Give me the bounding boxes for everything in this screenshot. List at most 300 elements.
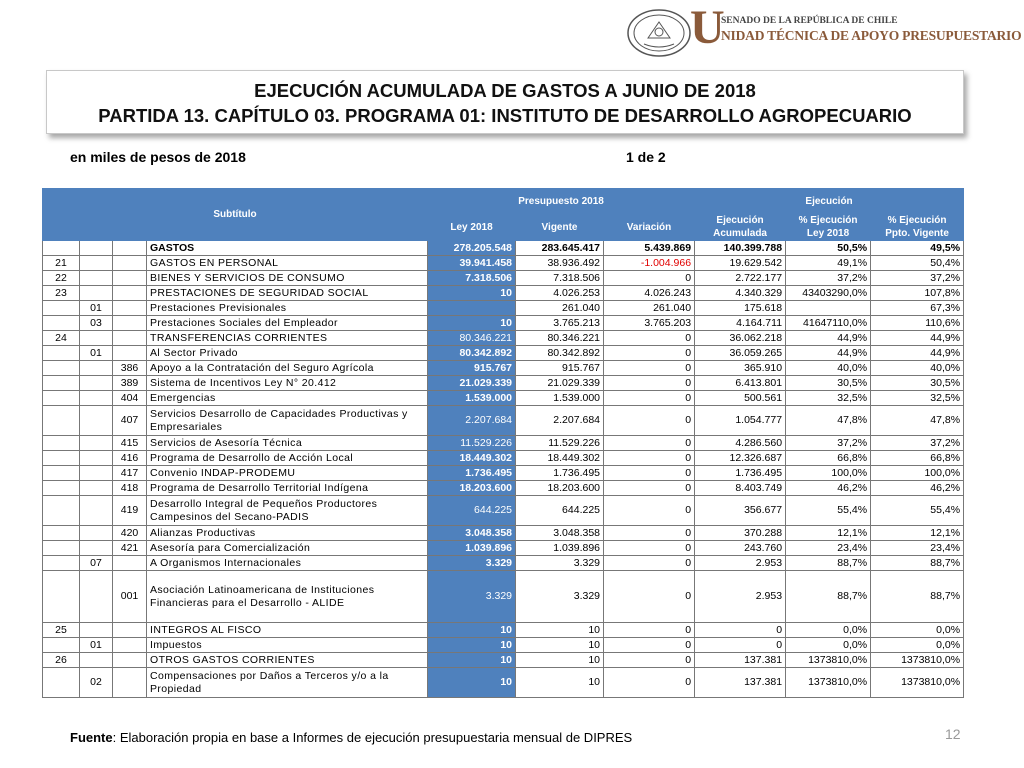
cell-subtitulo [43, 541, 80, 556]
source-label: Fuente [70, 730, 113, 745]
cell-ley: 1.539.000 [428, 391, 516, 406]
cell-ley: 10 [428, 316, 516, 331]
cell-pct-vigente: 100,0% [871, 466, 964, 481]
cell-item [80, 331, 113, 346]
cell-ley: 18.449.302 [428, 451, 516, 466]
cell-asignacion: 421 [113, 541, 147, 556]
cell-item: 01 [80, 301, 113, 316]
cell-pct-ley: 37,2% [786, 271, 871, 286]
cell-item [80, 451, 113, 466]
cell-name: Alianzas Productivas [147, 526, 428, 541]
table-row [43, 406, 964, 436]
cell-asignacion [113, 638, 147, 653]
cell-variacion: 0 [604, 361, 695, 376]
cell-item: 02 [80, 668, 113, 698]
cell-variacion: 261.040 [604, 301, 695, 316]
cell-asignacion [113, 653, 147, 668]
cell-variacion: 0 [604, 541, 695, 556]
cell-variacion: 0 [604, 571, 695, 623]
cell-pct-ley: 40,0% [786, 361, 871, 376]
cell-vigente: 3.329 [516, 571, 604, 623]
cell-asignacion [113, 556, 147, 571]
cell-ejecucion: 243.760 [695, 541, 786, 556]
cell-item: 01 [80, 638, 113, 653]
cell-pct-ley: 23,4% [786, 541, 871, 556]
cell-asignacion: 418 [113, 481, 147, 496]
cell-item [80, 241, 113, 256]
cell-ley: 915.767 [428, 361, 516, 376]
table-row [43, 436, 964, 451]
source-note [70, 730, 632, 745]
units-label: en miles de pesos de 2018 [70, 149, 246, 165]
table-row [43, 496, 964, 526]
cell-subtitulo [43, 496, 80, 526]
cell-ejecucion: 12.326.687 [695, 451, 786, 466]
cell-ejecucion: 2.953 [695, 556, 786, 571]
table-row [43, 466, 964, 481]
cell-vigente: 1.736.495 [516, 466, 604, 481]
cell-asignacion [113, 331, 147, 346]
cell-ejecucion: 365.910 [695, 361, 786, 376]
cell-variacion: 0 [604, 496, 695, 526]
cell-subtitulo: 22 [43, 271, 80, 286]
cell-variacion: 0 [604, 526, 695, 541]
table-row [43, 256, 964, 271]
table-row [43, 556, 964, 571]
cell-pct-ley: 46,2% [786, 481, 871, 496]
cell-subtitulo [43, 376, 80, 391]
logo-senate-name: SENADO DE LA REPÚBLICA DE CHILE [721, 16, 898, 26]
cell-subtitulo [43, 638, 80, 653]
cell-ley: 39.941.458 [428, 256, 516, 271]
cell-vigente: 644.225 [516, 496, 604, 526]
cell-ley: 1.039.896 [428, 541, 516, 556]
cell-pct-ley: 32,5% [786, 391, 871, 406]
header-pct-ley [786, 214, 871, 241]
cell-name: Impuestos [147, 638, 428, 653]
cell-pct-vigente: 44,9% [871, 331, 964, 346]
cell-name: Programa de Desarrollo Territorial Indígena [147, 481, 428, 496]
cell-subtitulo [43, 466, 80, 481]
cell-vigente: 21.029.339 [516, 376, 604, 391]
cell-vigente: 3.048.358 [516, 526, 604, 541]
cell-asignacion [113, 346, 147, 361]
page-number: 12 [945, 726, 961, 742]
source-text: : Elaboración propia en base a Informes de ejecución presupuestaria mensual de DIPRES [112, 730, 633, 745]
cell-ley: 1.736.495 [428, 466, 516, 481]
header-pct-ley-line2: Ley 2018 [806, 228, 850, 239]
cell-variacion: 5.439.869 [604, 241, 695, 256]
cell-subtitulo: 24 [43, 331, 80, 346]
table-row [43, 668, 964, 698]
cell-pct-vigente: 30,5% [871, 376, 964, 391]
cell-name: Prestaciones Previsionales [147, 301, 428, 316]
header-pct-vigente-line2: Ppto. Vigente [885, 228, 949, 239]
cell-ley: 10 [428, 638, 516, 653]
cell-asignacion: 419 [113, 496, 147, 526]
senate-logo [624, 1, 1022, 60]
cell-item [80, 286, 113, 301]
cell-ejecucion: 370.288 [695, 526, 786, 541]
cell-asignacion: 407 [113, 406, 147, 436]
table-row [43, 526, 964, 541]
cell-asignacion [113, 241, 147, 256]
table-row [43, 361, 964, 376]
cell-asignacion [113, 256, 147, 271]
cell-subtitulo [43, 241, 80, 256]
table-row [43, 331, 964, 346]
cell-vigente: 10 [516, 653, 604, 668]
header-subtitulo: Subtítulo [43, 189, 428, 241]
table-row [43, 316, 964, 331]
cell-subtitulo [43, 346, 80, 361]
header-presupuesto: Presupuesto 2018 [428, 189, 695, 214]
cell-ley: 7.318.506 [428, 271, 516, 286]
cell-vigente: 261.040 [516, 301, 604, 316]
cell-variacion: 0 [604, 331, 695, 346]
cell-vigente: 18.203.600 [516, 481, 604, 496]
cell-subtitulo [43, 451, 80, 466]
cell-ley: 644.225 [428, 496, 516, 526]
cell-pct-ley [786, 301, 871, 316]
cell-asignacion [113, 316, 147, 331]
cell-asignacion: 415 [113, 436, 147, 451]
cell-ejecucion: 137.381 [695, 668, 786, 698]
cell-pct-vigente: 88,7% [871, 571, 964, 623]
cell-pct-ley: 47,8% [786, 406, 871, 436]
cell-variacion: 0 [604, 436, 695, 451]
cell-subtitulo [43, 556, 80, 571]
cell-name: PRESTACIONES DE SEGURIDAD SOCIAL [147, 286, 428, 301]
cell-asignacion [113, 668, 147, 698]
cell-ejecucion: 137.381 [695, 653, 786, 668]
page-subtitle: PARTIDA 13. CAPÍTULO 03. PROGRAMA 01: INSTITUTO DE DESARROLLO AGROPECUARIO [98, 105, 912, 126]
logo-initial: U [690, 1, 725, 54]
table-row [43, 301, 964, 316]
header-ejecucion: Ejecución [695, 189, 964, 214]
cell-pct-vigente: 47,8% [871, 406, 964, 436]
cell-vigente: 915.767 [516, 361, 604, 376]
header-pct-vigente [871, 214, 964, 241]
cell-subtitulo: 25 [43, 623, 80, 638]
cell-item: 07 [80, 556, 113, 571]
cell-asignacion [113, 286, 147, 301]
header-ejecucion-acumulada [695, 214, 786, 241]
cell-name: TRANSFERENCIAS CORRIENTES [147, 331, 428, 346]
cell-name: Asesoría para Comercialización [147, 541, 428, 556]
logo-unit-name: NIDAD TÉCNICA DE APOYO PRESUPUESTARIO [721, 28, 1022, 43]
cell-pct-ley: 43403290,0% [786, 286, 871, 301]
cell-subtitulo [43, 526, 80, 541]
cell-ley: 10 [428, 653, 516, 668]
cell-pct-vigente: 0,0% [871, 623, 964, 638]
cell-ejecucion: 4.286.560 [695, 436, 786, 451]
cell-name: Servicios Desarrollo de Capacidades Productivas y Empresariales [147, 406, 428, 436]
cell-pct-vigente: 110,6% [871, 316, 964, 331]
cell-variacion: 0 [604, 346, 695, 361]
cell-variacion: 0 [604, 653, 695, 668]
cell-name: Servicios de Asesoría Técnica [147, 436, 428, 451]
budget-table [42, 188, 963, 698]
cell-asignacion [113, 301, 147, 316]
table-row [43, 391, 964, 406]
cell-pct-ley: 49,1% [786, 256, 871, 271]
cell-ejecucion: 140.399.788 [695, 241, 786, 256]
cell-ejecucion: 500.561 [695, 391, 786, 406]
cell-vigente: 38.936.492 [516, 256, 604, 271]
cell-ejecucion: 4.164.711 [695, 316, 786, 331]
cell-variacion: 0 [604, 376, 695, 391]
cell-item [80, 653, 113, 668]
cell-vigente: 11.529.226 [516, 436, 604, 451]
cell-pct-ley: 100,0% [786, 466, 871, 481]
cell-pct-vigente: 0,0% [871, 638, 964, 653]
cell-vigente: 283.645.417 [516, 241, 604, 256]
cell-variacion: 0 [604, 391, 695, 406]
cell-ley: 10 [428, 668, 516, 698]
cell-item [80, 526, 113, 541]
cell-ejecucion: 175.618 [695, 301, 786, 316]
cell-vigente: 4.026.253 [516, 286, 604, 301]
cell-asignacion [113, 271, 147, 286]
cell-pct-vigente: 49,5% [871, 241, 964, 256]
cell-variacion: 0 [604, 451, 695, 466]
cell-variacion: 4.026.243 [604, 286, 695, 301]
header-variacion: Variación [604, 214, 695, 241]
cell-ejecucion: 1.054.777 [695, 406, 786, 436]
cell-name: GASTOS EN PERSONAL [147, 256, 428, 271]
cell-pct-ley: 1373810,0% [786, 668, 871, 698]
cell-pct-ley: 44,9% [786, 346, 871, 361]
cell-pct-vigente: 1373810,0% [871, 653, 964, 668]
table-row [43, 271, 964, 286]
cell-asignacion: 417 [113, 466, 147, 481]
cell-pct-ley: 55,4% [786, 496, 871, 526]
cell-vigente: 1.539.000 [516, 391, 604, 406]
table-row [43, 653, 964, 668]
cell-pct-vigente: 50,4% [871, 256, 964, 271]
header-pct-vigente-line1: % Ejecución [887, 215, 947, 226]
cell-pct-vigente: 107,8% [871, 286, 964, 301]
cell-pct-vigente: 1373810,0% [871, 668, 964, 698]
cell-item: 03 [80, 316, 113, 331]
cell-item: 01 [80, 346, 113, 361]
table-row [43, 541, 964, 556]
cell-name: Programa de Desarrollo de Acción Local [147, 451, 428, 466]
cell-subtitulo [43, 406, 80, 436]
cell-ejecucion: 0 [695, 638, 786, 653]
cell-pct-ley: 41647110,0% [786, 316, 871, 331]
cell-ejecucion: 36.062.218 [695, 331, 786, 346]
cell-vigente: 80.342.892 [516, 346, 604, 361]
cell-ley: 10 [428, 623, 516, 638]
cell-pct-vigente: 66,8% [871, 451, 964, 466]
table-row [43, 346, 964, 361]
cell-asignacion: 386 [113, 361, 147, 376]
cell-pct-ley: 0,0% [786, 638, 871, 653]
cell-ejecucion: 1.736.495 [695, 466, 786, 481]
cell-name: OTROS GASTOS CORRIENTES [147, 653, 428, 668]
cell-name: Convenio INDAP-PRODEMU [147, 466, 428, 481]
cell-asignacion: 001 [113, 571, 147, 623]
header-vigente: Vigente [516, 214, 604, 241]
cell-variacion: 0 [604, 481, 695, 496]
cell-ley: 278.205.548 [428, 241, 516, 256]
cell-pct-vigente: 46,2% [871, 481, 964, 496]
cell-item [80, 361, 113, 376]
cell-pct-ley: 37,2% [786, 436, 871, 451]
cell-asignacion: 389 [113, 376, 147, 391]
cell-variacion: 0 [604, 556, 695, 571]
cell-subtitulo [43, 391, 80, 406]
cell-item [80, 436, 113, 451]
cell-pct-vigente: 55,4% [871, 496, 964, 526]
cell-pct-ley: 0,0% [786, 623, 871, 638]
cell-ejecucion: 4.340.329 [695, 286, 786, 301]
cell-pct-ley: 50,5% [786, 241, 871, 256]
cell-ley: 18.203.600 [428, 481, 516, 496]
cell-vigente: 10 [516, 668, 604, 698]
cell-ley: 80.346.221 [428, 331, 516, 346]
cell-pct-ley: 88,7% [786, 556, 871, 571]
cell-subtitulo [43, 361, 80, 376]
cell-vigente: 18.449.302 [516, 451, 604, 466]
cell-ley: 3.329 [428, 556, 516, 571]
cell-vigente: 10 [516, 623, 604, 638]
cell-ley: 80.342.892 [428, 346, 516, 361]
header-ley: Ley 2018 [428, 214, 516, 241]
cell-name: Sistema de Incentivos Ley N° 20.412 [147, 376, 428, 391]
page-title: EJECUCIÓN ACUMULADA DE GASTOS A JUNIO DE 2018 [254, 80, 756, 101]
table-row [43, 638, 964, 653]
table-row [43, 571, 964, 623]
cell-name: A Organismos Internacionales [147, 556, 428, 571]
cell-pct-vigente: 44,9% [871, 346, 964, 361]
cell-item [80, 623, 113, 638]
header-ejecucion-acumulada-line1: Ejecución [716, 215, 764, 226]
cell-subtitulo [43, 301, 80, 316]
cell-ley: 2.207.684 [428, 406, 516, 436]
cell-variacion: 0 [604, 406, 695, 436]
cell-subtitulo [43, 668, 80, 698]
cell-subtitulo [43, 436, 80, 451]
cell-ley: 3.329 [428, 571, 516, 623]
table-row [43, 241, 964, 256]
cell-item [80, 271, 113, 286]
header-ejecucion-acumulada-line2: Acumulada [713, 228, 767, 239]
cell-ley: 11.529.226 [428, 436, 516, 451]
cell-ejecucion: 356.677 [695, 496, 786, 526]
cell-variacion: 0 [604, 271, 695, 286]
cell-pct-ley: 88,7% [786, 571, 871, 623]
cell-subtitulo [43, 571, 80, 623]
table-row [43, 451, 964, 466]
cell-ley [428, 301, 516, 316]
table-row [43, 623, 964, 638]
cell-vigente: 3.329 [516, 556, 604, 571]
title-box [46, 70, 964, 134]
cell-name: Desarrollo Integral de Pequeños Productores Campesinos del Secano-PADIS [147, 496, 428, 526]
cell-subtitulo: 21 [43, 256, 80, 271]
cell-variacion: 0 [604, 638, 695, 653]
cell-ejecucion: 8.403.749 [695, 481, 786, 496]
cell-item [80, 256, 113, 271]
cell-pct-ley: 1373810,0% [786, 653, 871, 668]
cell-pct-vigente: 88,7% [871, 556, 964, 571]
table-row [43, 376, 964, 391]
cell-asignacion: 420 [113, 526, 147, 541]
cell-ley: 21.029.339 [428, 376, 516, 391]
cell-item [80, 481, 113, 496]
cell-item [80, 466, 113, 481]
cell-asignacion: 404 [113, 391, 147, 406]
cell-variacion: -1.004.966 [604, 256, 695, 271]
cell-item [80, 496, 113, 526]
cell-ley: 3.048.358 [428, 526, 516, 541]
cell-subtitulo [43, 316, 80, 331]
cell-ejecucion: 19.629.542 [695, 256, 786, 271]
senate-seal-icon [626, 8, 692, 58]
cell-item [80, 376, 113, 391]
cell-ejecucion: 0 [695, 623, 786, 638]
cell-vigente: 80.346.221 [516, 331, 604, 346]
cell-name: Apoyo a la Contratación del Seguro Agrícola [147, 361, 428, 376]
cell-ejecucion: 6.413.801 [695, 376, 786, 391]
cell-variacion: 0 [604, 623, 695, 638]
cell-vigente: 2.207.684 [516, 406, 604, 436]
table-row [43, 286, 964, 301]
cell-name: Emergencias [147, 391, 428, 406]
cell-name: BIENES Y SERVICIOS DE CONSUMO [147, 271, 428, 286]
cell-pct-vigente: 23,4% [871, 541, 964, 556]
cell-name: Compensaciones por Daños a Terceros y/o a la Propiedad [147, 668, 428, 698]
cell-pct-ley: 66,8% [786, 451, 871, 466]
cell-variacion: 0 [604, 668, 695, 698]
cell-name: Prestaciones Sociales del Empleador [147, 316, 428, 331]
cell-subtitulo: 23 [43, 286, 80, 301]
cell-subtitulo: 26 [43, 653, 80, 668]
cell-vigente: 1.039.896 [516, 541, 604, 556]
cell-pct-vigente: 32,5% [871, 391, 964, 406]
cell-variacion: 3.765.203 [604, 316, 695, 331]
cell-asignacion: 416 [113, 451, 147, 466]
cell-item [80, 391, 113, 406]
cell-vigente: 7.318.506 [516, 271, 604, 286]
cell-name: Asociación Latinoamericana de Instituciones Financieras para el Desarrollo - ALIDE [147, 571, 428, 623]
cell-pct-ley: 44,9% [786, 331, 871, 346]
cell-ejecucion: 2.722.177 [695, 271, 786, 286]
cell-pct-ley: 12,1% [786, 526, 871, 541]
cell-item [80, 406, 113, 436]
table-row [43, 481, 964, 496]
cell-pct-vigente: 37,2% [871, 436, 964, 451]
cell-vigente: 10 [516, 638, 604, 653]
cell-pct-ley: 30,5% [786, 376, 871, 391]
cell-pct-vigente: 37,2% [871, 271, 964, 286]
cell-subtitulo [43, 481, 80, 496]
page-indicator: 1 de 2 [626, 149, 666, 165]
cell-name: INTEGROS AL FISCO [147, 623, 428, 638]
cell-item [80, 541, 113, 556]
cell-pct-vigente: 40,0% [871, 361, 964, 376]
cell-variacion: 0 [604, 466, 695, 481]
cell-vigente: 3.765.213 [516, 316, 604, 331]
cell-name: GASTOS [147, 241, 428, 256]
cell-ejecucion: 36.059.265 [695, 346, 786, 361]
header-pct-ley-line1: % Ejecución [798, 215, 858, 226]
cell-item [80, 571, 113, 623]
cell-ley: 10 [428, 286, 516, 301]
